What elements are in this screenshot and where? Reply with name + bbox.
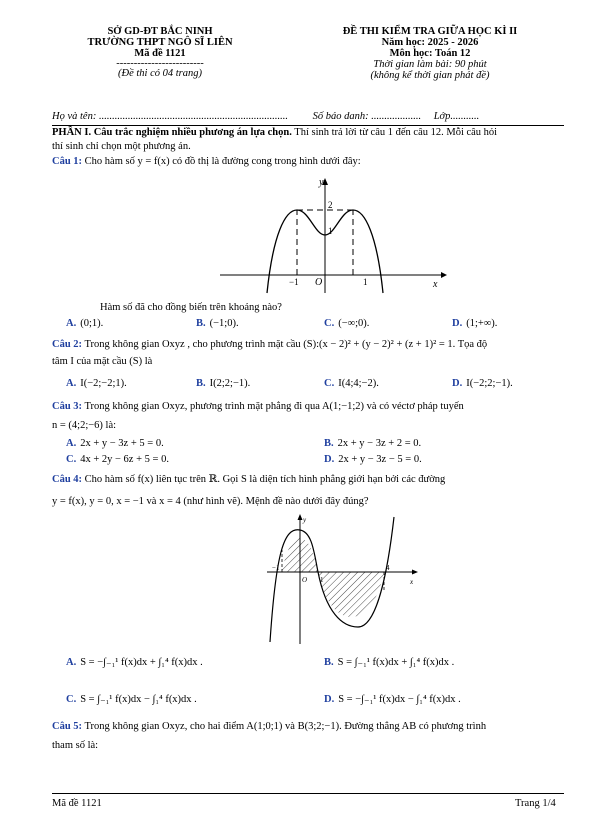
- q4-y-arrow-icon: [298, 514, 303, 520]
- footer-separator: [52, 793, 564, 794]
- q5-text-1: Trong không gian Oxyz, cho hai điểm A(1;0;1) và B(3;2;−1). Đường thẳng AB có phương trình: [84, 721, 487, 732]
- q4-option-d[interactable]: [324, 693, 461, 705]
- question-3: [52, 401, 464, 412]
- q3-option-c[interactable]: [66, 454, 169, 465]
- q4-option-d-label: D.: [324, 694, 335, 705]
- q2-option-c[interactable]: [324, 378, 379, 389]
- q2-option-c-text: I(4;4;−2).: [338, 378, 379, 389]
- q3-option-d[interactable]: [324, 454, 422, 465]
- q1-option-a-label: A.: [66, 318, 77, 329]
- q1-option-b-label: B.: [196, 318, 206, 329]
- part1-instructions: [52, 127, 497, 138]
- q2-option-d[interactable]: [452, 378, 513, 389]
- q4-text-1: Cho hàm số f(x) liên tục trên ℝ. Gọi S là diện tích hình phẳng giới hạn bởi các đường: [84, 474, 446, 485]
- q3-option-d-label: D.: [324, 454, 335, 465]
- q1-y-label: y: [319, 177, 324, 188]
- q4-tick-neg1: −1: [272, 564, 280, 572]
- q4-tick-4: 4: [386, 564, 390, 572]
- q1-option-c-label: C.: [324, 318, 335, 329]
- time-note: (không kể thời gian phát đề): [370, 70, 490, 81]
- q2-option-b[interactable]: [196, 378, 250, 389]
- header-right: [300, 26, 560, 81]
- separator: [52, 125, 564, 126]
- q4-x-arrow-icon: [412, 570, 418, 575]
- header-divider: -------------------------: [116, 58, 204, 69]
- question-1: [52, 156, 361, 167]
- q1-option-d-label: D.: [452, 318, 463, 329]
- name-field[interactable]: ........................................................................: [98, 111, 288, 122]
- q5-text-2: tham số là:: [52, 740, 99, 751]
- q1-option-c-text: (−∞;0).: [338, 318, 370, 329]
- q3-option-a-label: A.: [66, 438, 77, 449]
- id-field[interactable]: ...................: [371, 111, 422, 122]
- q1-x-label: x: [433, 279, 438, 290]
- q1-x-arrow-icon: [441, 272, 447, 278]
- q1-option-d-text: (1;+∞).: [466, 318, 498, 329]
- q2-option-b-text: I(2;2;−1).: [209, 378, 251, 389]
- q1-ask: Hàm số đã cho đồng biến trên khoảng nào?: [100, 302, 282, 313]
- q4-option-b-text: S = ∫₋₁¹ f(x)dx + ∫₁⁴ f(x)dx .: [337, 657, 455, 668]
- q5-label: Câu 5:: [52, 721, 83, 732]
- exam-title: ĐỀ THI KIỂM TRA GIỮA HỌC KÌ II: [342, 26, 518, 37]
- q4-option-a[interactable]: [66, 656, 203, 668]
- q3-option-c-label: C.: [66, 454, 77, 465]
- question-5: [52, 721, 486, 732]
- q2-option-b-label: B.: [196, 378, 206, 389]
- q3-option-b-label: B.: [324, 438, 334, 449]
- q1-option-c[interactable]: [324, 318, 369, 329]
- q1-label: Câu 1:: [52, 156, 83, 167]
- question-2: [52, 339, 487, 350]
- q1-text: Cho hàm số y = f(x) có đồ thị là đường cong trong hình dưới đây:: [84, 156, 361, 167]
- q3-text-1: Trong không gian Oxyz, phương trình mặt phẳng đi qua A(1;−1;2) và có véctơ pháp tuyến: [84, 401, 464, 412]
- q4-origin: O: [302, 576, 308, 584]
- q4-option-a-label: A.: [66, 657, 77, 668]
- time-limit: Thời gian làm bài: 90 phút: [373, 59, 487, 70]
- q2-text-2: tâm I của mặt cầu (S) là: [52, 356, 153, 367]
- part1-title: PHẦN I. Câu trắc nghiệm nhiều phương án lựa chọn.: [52, 127, 292, 138]
- q4-option-a-text: S = −∫₋₁¹ f(x)dx + ∫₁⁴ f(x)dx .: [80, 657, 203, 668]
- q4-tick-1: 1: [320, 576, 324, 584]
- question-4: [52, 473, 445, 485]
- q4-graph: [262, 512, 422, 647]
- q2-option-d-label: D.: [452, 378, 463, 389]
- q4-x-label: x: [410, 578, 414, 586]
- student-info: [52, 111, 479, 122]
- q1-option-a-text: (0;1).: [80, 318, 104, 329]
- q4-option-c-label: C.: [66, 694, 77, 705]
- id-label: Số báo danh:: [312, 111, 369, 122]
- header-left: [60, 26, 260, 79]
- school-year: Năm học: 2025 - 2026: [381, 37, 479, 48]
- q3-option-a-text: 2x + y − 3z + 5 = 0.: [80, 438, 164, 449]
- subject: Môn học: Toán 12: [389, 48, 471, 59]
- q1-val-2: 2: [328, 200, 333, 210]
- q1-tick-1: 1: [363, 277, 368, 287]
- footer-page: Trang 1/4: [515, 798, 556, 809]
- q4-label: Câu 4:: [52, 474, 83, 485]
- q4-option-b-label: B.: [324, 657, 334, 668]
- q3-option-c-text: 4x + 2y − 6z + 5 = 0.: [80, 454, 169, 465]
- q2-option-a-text: I(−2;−2;1).: [80, 378, 127, 389]
- q2-option-a[interactable]: [66, 378, 127, 389]
- q2-text-1: Trong không gian Oxyz , cho phương trình mặt cầu (S):(x − 2)² + (y − 2)² + (z + 1)² = 1. Tọa độ: [84, 339, 488, 350]
- q3-option-d-text: 2x + y − 3z − 5 = 0.: [338, 454, 422, 465]
- q4-option-c-text: S = ∫₋₁¹ f(x)dx − ∫₁⁴ f(x)dx .: [80, 694, 197, 705]
- q4-y-label: y: [303, 516, 307, 524]
- q4-option-b[interactable]: [324, 656, 454, 668]
- name-label: Họ và tên:: [52, 111, 97, 122]
- part1-instr-2: thí sinh chỉ chọn một phương án.: [52, 141, 191, 152]
- q1-option-b[interactable]: [196, 318, 239, 329]
- part1-instr-1: Thí sinh trả lời từ câu 1 đến câu 12. Mỗi câu hỏi: [291, 127, 498, 138]
- q4-option-d-text: S = −∫₋₁¹ f(x)dx − ∫₁⁴ f(x)dx .: [338, 694, 461, 705]
- q1-tick-neg1: −1: [289, 277, 299, 287]
- pages-note: (Đề thi có 04 trang): [118, 68, 202, 79]
- exam-code: Mã đề 1121: [134, 48, 186, 59]
- q1-option-a[interactable]: [66, 318, 103, 329]
- q3-option-b-text: 2x + y − 3z + 2 = 0.: [337, 438, 422, 449]
- q1-option-d[interactable]: [452, 318, 497, 329]
- q2-label: Câu 2:: [52, 339, 83, 350]
- q4-option-c[interactable]: [66, 693, 197, 705]
- q1-origin: O: [315, 277, 323, 288]
- school-name: TRƯỜNG THPT NGÔ SĨ LIÊN: [87, 37, 233, 48]
- q4-text-2: y = f(x), y = 0, x = −1 và x = 4 (như hình vẽ). Mệnh đề nào dưới đây đúng?: [52, 496, 369, 507]
- q3-text-2: n = (4;2;−6) là:: [52, 420, 117, 431]
- q2-option-c-label: C.: [324, 378, 335, 389]
- q1-graph: [215, 175, 445, 295]
- q2-option-a-label: A.: [66, 378, 77, 389]
- q2-option-d-text: I(−2;2;−1).: [466, 378, 513, 389]
- q1-val-1: 1: [328, 226, 333, 236]
- dept-name: SỞ GD-ĐT BẮC NINH: [107, 26, 213, 37]
- class-label: Lớp: [433, 111, 451, 122]
- q1-option-b-text: (−1;0).: [209, 318, 239, 329]
- footer-code: Mã đề 1121: [52, 798, 102, 809]
- q3-label: Câu 3:: [52, 401, 83, 412]
- q3-option-b[interactable]: [324, 438, 421, 449]
- class-field[interactable]: ...........: [450, 111, 480, 122]
- q3-option-a[interactable]: [66, 438, 164, 449]
